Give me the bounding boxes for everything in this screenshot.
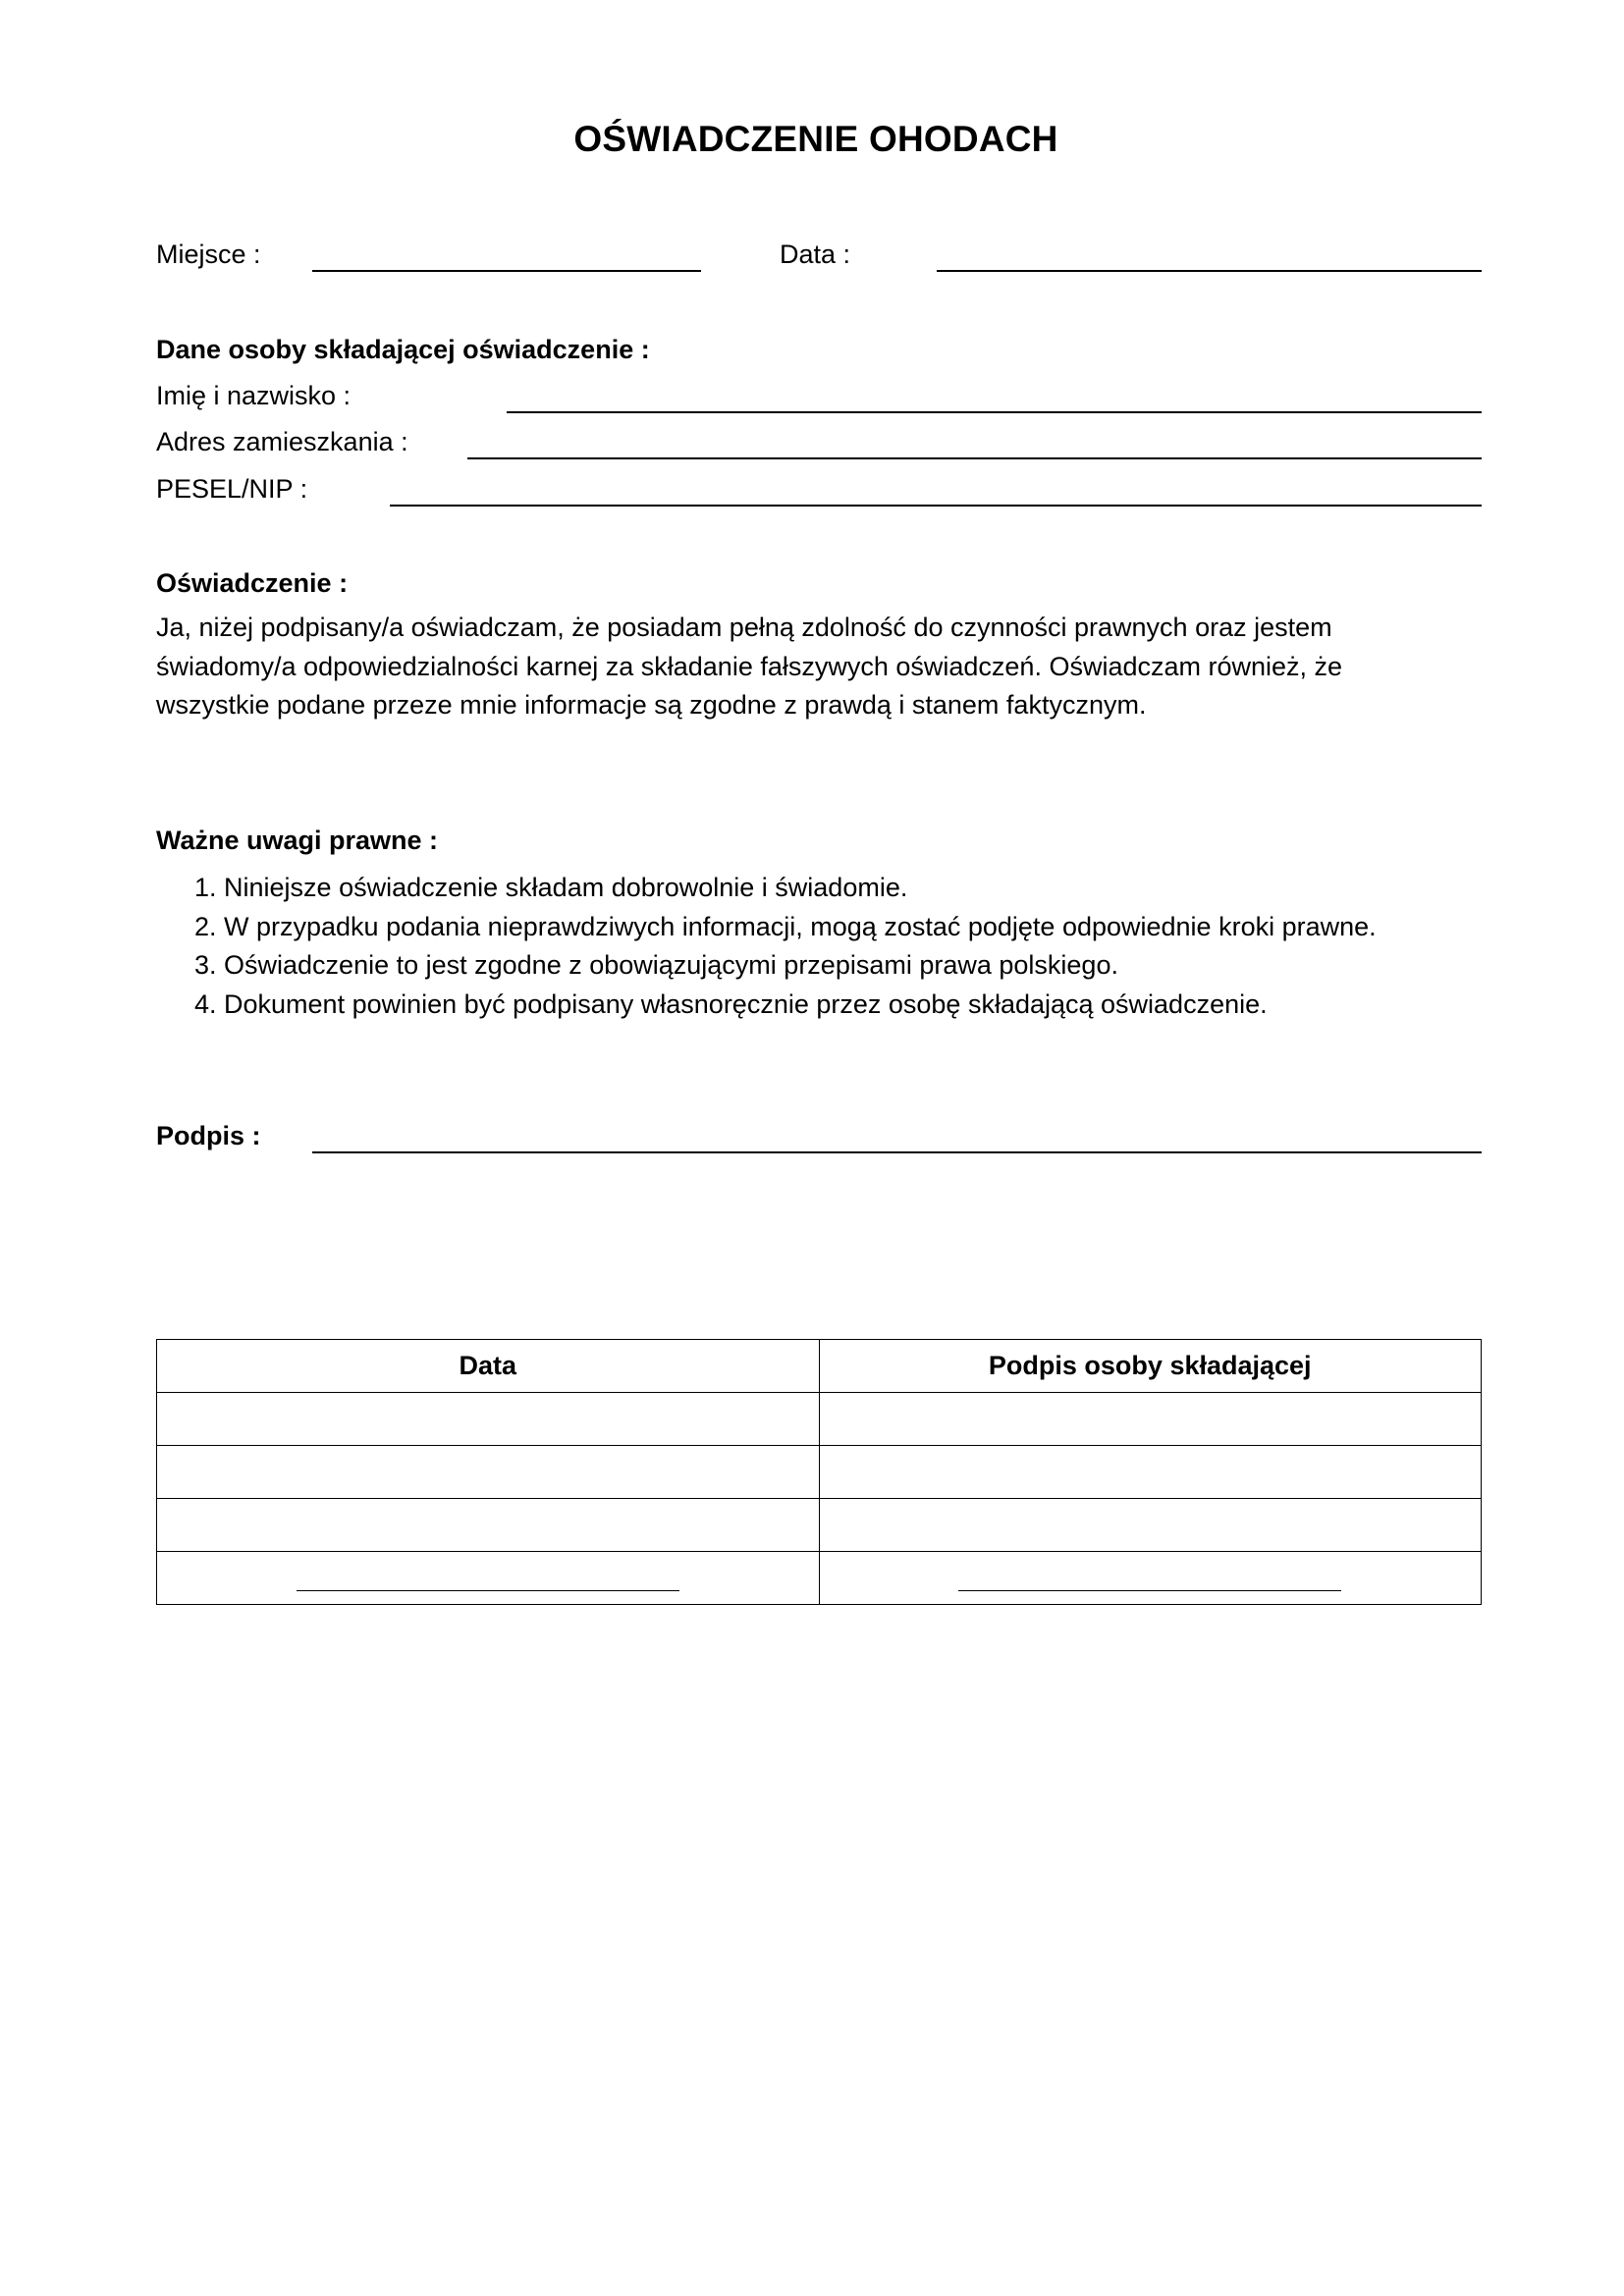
list-item: 4. Dokument powinien być podpisany własnoręcznie przez osobę składającą oświadczenie. bbox=[194, 988, 1268, 1019]
date-cell[interactable] bbox=[157, 1499, 820, 1552]
list-item: 3. Oświadczenie to jest zgodne z obowiązującymi przepisami prawa polskiego. bbox=[194, 950, 1118, 980]
signature-cell[interactable] bbox=[819, 1446, 1482, 1499]
signature-field-line[interactable] bbox=[312, 1151, 1482, 1153]
date-label: Data : bbox=[780, 240, 851, 269]
list-item: 1. Niniejsze oświadczenie składam dobrowolnie i świadomie. bbox=[194, 873, 908, 902]
declaration-heading: Oświadczenie : bbox=[156, 568, 349, 598]
signature-table bbox=[156, 1339, 1482, 1605]
date-cell[interactable] bbox=[157, 1446, 820, 1499]
signature-cell[interactable] bbox=[819, 1552, 1482, 1605]
table-row bbox=[157, 1499, 1482, 1552]
address-field-line[interactable] bbox=[467, 457, 1482, 459]
table-header-row bbox=[157, 1340, 1482, 1393]
place-field-line[interactable] bbox=[312, 270, 701, 272]
address-label: Adres zamieszkania : bbox=[156, 427, 408, 456]
list-item: 2. W przypadku podania nieprawdziwych informacji, mogą zostać podjęte odpowiednie kroki prawne. bbox=[194, 911, 1377, 941]
signature-label: Podpis : bbox=[156, 1121, 261, 1150]
column-header-date: Data bbox=[157, 1340, 820, 1393]
signature-cell[interactable] bbox=[819, 1393, 1482, 1446]
declaration-line: Ja, niżej podpisany/a oświadczam, że posiadam pełną zdolność do czynności prawnych oraz jestem bbox=[156, 613, 1332, 642]
declaration-line: świadomy/a odpowiedzialności karnej za składanie fałszywych oświadczeń. Oświadczam również, że bbox=[156, 651, 1343, 681]
column-header-signature: Podpis osoby składającej bbox=[819, 1340, 1482, 1393]
name-field-line[interactable] bbox=[507, 411, 1482, 413]
person-data-heading: Dane osoby składającej oświadczenie : bbox=[156, 335, 650, 364]
pesel-nip-field-line[interactable] bbox=[390, 505, 1482, 507]
legal-notes-list bbox=[194, 869, 1377, 1024]
date-field-line[interactable] bbox=[937, 270, 1482, 272]
date-cell[interactable] bbox=[157, 1393, 820, 1446]
legal-notes-heading: Ważne uwagi prawne : bbox=[156, 826, 439, 855]
declaration-line: wszystkie podane przeze mnie informacje są zgodne z prawdą i stanem faktycznym. bbox=[156, 690, 1147, 720]
pesel-nip-label: PESEL/NIP : bbox=[156, 474, 308, 504]
signature-cell[interactable] bbox=[819, 1499, 1482, 1552]
document-title: OŚWIADCZENIE OHODACH bbox=[573, 119, 1058, 159]
place-label: Miejsce : bbox=[156, 240, 261, 269]
table-row bbox=[157, 1552, 1482, 1605]
date-signature-line bbox=[297, 1590, 679, 1591]
name-label: Imię i nazwisko : bbox=[156, 381, 352, 410]
table-row bbox=[157, 1393, 1482, 1446]
table-row bbox=[157, 1446, 1482, 1499]
declaration-text bbox=[156, 609, 1491, 725]
date-cell[interactable] bbox=[157, 1552, 820, 1605]
signature-line bbox=[958, 1590, 1341, 1591]
